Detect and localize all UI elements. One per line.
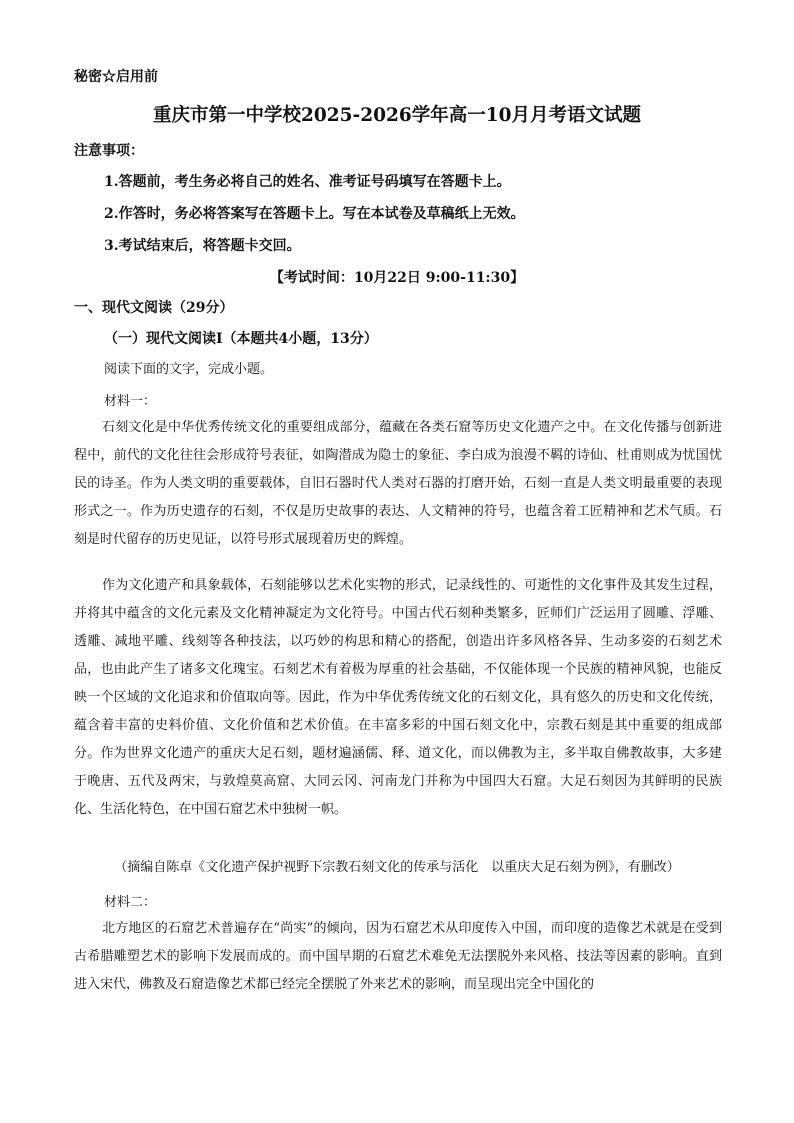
material-1-label: 材料一： bbox=[104, 394, 157, 409]
material-1-paragraph: 作为文化遗产和具象载体，石刻能够以艺术化实物的形式，记录线性的、可逝性的文化事件及其发生过程，并将其中蕴含的文化元素及文化精神凝定为文化符号。中国古代石刻种类繁多，匠师们广泛运用了圆雕、浮雕、透雕、减地平雕、线刻等各种技法，以巧妙的构思和精心的搭配，创造出许多风格各异、生动多姿的石刻艺术品，也由此产生了诸多文化瑰宝。石刻艺术有着极为厚重的社会基础，不仅能体现一个民族的精神风貌，也能反映一个区域的文化追求和价值取向等。因此，作为中华优秀传统文化的石刻文化，具有悠久的历史和文化传统，蕴含着丰富的史料价值、文化价值和艺术价值。在丰富多彩的中国石刻文化中，宗教石刻是其中重要的组成部分。作为世界文化遗产的重庆大足石刻，题材遍涵儒、释、道文化，而以佛教为主，多半取自佛教故事，大多建于晚唐、五代及两宋，与敦煌莫高窟、大同云冈、河南龙门并称为中国四大石窟。大足石刻因为其鲜明的民族化、生活化特色，在中国石窟艺术中独树一帜。 bbox=[74, 578, 722, 817]
page-title: 重庆市第一中学校2025-2026学年高一10月月考语文试题 bbox=[153, 105, 641, 126]
material-2-paragraph: 北方地区的石窟艺术普遍存在“尚实”的倾向，因为石窟艺术从印度传入中国，而印度的造像艺术就是在受到古希腊雕塑艺术的影响下发展而成的。而中国早期的石窟艺术难免无法摆脱外来风格、技法等因素的影响。直到进入宋代，佛教及石窟造像艺术都已经完全摆脱了外来艺术的影响，而呈现出完全中国化的 bbox=[74, 921, 722, 992]
exam-time: 【考试时间：10月22日 9:00-11:30】 bbox=[269, 270, 525, 286]
notice-item: 2.作答时，务必将答案写在答题卡上。写在本试卷及草稿纸上无效。 bbox=[104, 206, 525, 222]
material-2-label: 材料二： bbox=[104, 895, 157, 910]
section-heading: 一、现代文阅读（29分） bbox=[74, 300, 234, 316]
reading-instruction: 阅读下面的文字，完成小题。 bbox=[104, 362, 274, 377]
material-1-source: （摘编自陈卓《文化遗产保护视野下宗教石刻文化的传承与活化 以重庆大足石刻为例》，有删改） bbox=[114, 860, 680, 875]
notice-heading: 注意事项： bbox=[74, 143, 144, 159]
secret-mark: 秘密☆启用前 bbox=[74, 69, 158, 85]
subsection-heading: （一）现代文阅读Ⅰ（本题共4小题，13分） bbox=[104, 331, 378, 347]
material-1-paragraph: 石刻文化是中华优秀传统文化的重要组成部分，蕴藏在各类石窟等历史文化遗产之中。在文化传播与创新进程中，前代的文化往往会形成符号表征，如陶潜成为隐士的象征、李白成为浪漫不羁的诗仙、杜甫则成为忧国忧民的诗圣。作为人类文明的重要载体，自旧石器时代人类对石器的打磨开始，石刻一直是人类文明最重要的表现形式之一。作为历史遗存的石刻，不仅是历史故事的表达、人文精神的符号，也蕴含着工匠精神和艺术气质。石刻是时代留存的历史见证，以符号形式展现着历史的辉煌。 bbox=[74, 420, 722, 547]
notice-item: 3.考试结束后，将答题卡交回。 bbox=[104, 238, 301, 254]
notice-item: 1.答题前，考生务必将自己的姓名、准考证号码填写在答题卡上。 bbox=[104, 174, 511, 190]
